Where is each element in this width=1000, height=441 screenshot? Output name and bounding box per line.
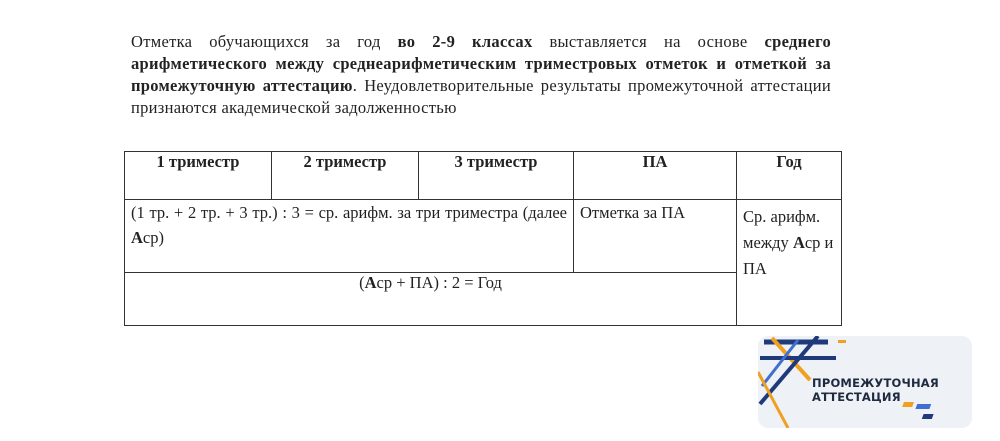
table-row-averages	[125, 200, 842, 273]
intro-paragraph	[131, 31, 831, 119]
logo-line-2: АТТЕСТАЦИЯ	[812, 390, 901, 404]
header-trimester-2: 2 триместр	[272, 152, 419, 200]
year-desc-acr-letter: А	[792, 233, 805, 252]
header-pa: ПА	[574, 152, 737, 200]
cell-year-description	[737, 200, 842, 326]
intro-text-2: выставляется на основе	[532, 32, 765, 51]
grading-table	[124, 151, 842, 326]
logo-line-1: ПРОМЕЖУТОЧНАЯ	[812, 376, 939, 390]
cell-trimester-average	[125, 200, 574, 273]
year-formula-acr-letter: А	[364, 273, 377, 292]
table-row-year-formula	[125, 273, 842, 326]
year-formula-open: (	[359, 273, 365, 292]
year-desc-text: Ср. арифм. между	[743, 207, 821, 252]
year-desc-suffix: ср и ПА	[743, 233, 834, 278]
intro-text-3: . Неудовлетворительные результаты промежуточной аттестации признаются академической задолженностью	[131, 76, 831, 117]
intro-bold-grades: во 2-9 классах	[397, 32, 533, 51]
header-year: Год	[737, 152, 842, 200]
year-formula-rest: ср + ПА) : 2 = Год	[376, 273, 502, 292]
logo-wordmark	[812, 376, 939, 404]
cell-year-formula	[125, 273, 737, 326]
intermediate-attestation-logo	[758, 336, 972, 428]
acr-letter: А	[131, 228, 143, 247]
cell-pa-mark: Отметка за ПА	[574, 200, 737, 273]
intro-text-1: Отметка обучающихся за год	[131, 32, 398, 51]
header-trimester-3: 3 триместр	[419, 152, 574, 200]
intro-bold-rule: среднего арифметического между среднеарифметическим триместровых отметок и отметкой за промежуточную аттестацию	[131, 32, 831, 95]
acr-suffix: ср)	[142, 228, 164, 247]
table-header-row	[125, 152, 842, 200]
formula-average-text: (1 тр. + 2 тр. + 3 тр.) : 3 = ср. арифм. за три триместра (далее	[131, 203, 567, 222]
header-trimester-1: 1 триместр	[125, 152, 272, 200]
